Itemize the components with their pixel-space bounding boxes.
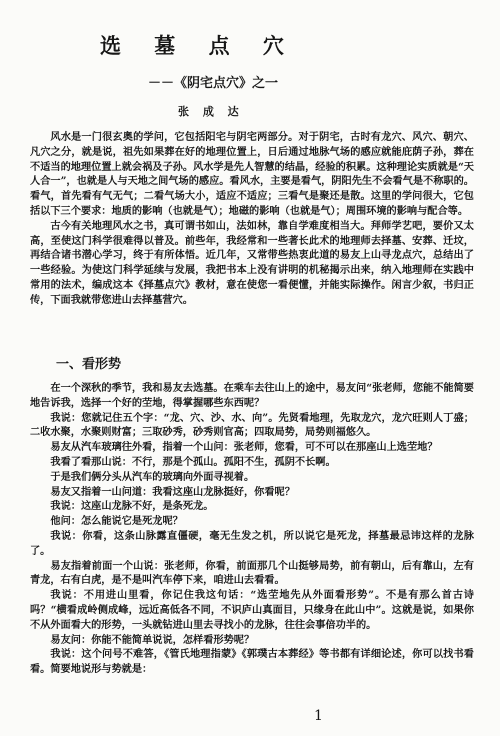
- section-paragraph: 我说：您就记住五个字：“龙、穴、沙、水、向”。先贤看地理，先取龙穴，龙穴旺则人丁盛；二收水聚，水聚则财富；三取砂秀，砂秀则官高；四取局势，局势则福悠久。: [30, 411, 474, 439]
- section-paragraph: 易友指着前面一个山说：张老师，你看，前面那几个山挺够局势，前有朝山，后有靠山，左有青龙，右有白虎，是不是叫汽车停下来，咱进山去看看。: [30, 559, 474, 587]
- page-number: 1: [314, 708, 323, 724]
- section-paragraph: 我说：这个问号不难答，《管氏地理指蒙》《郭璞古本葬经》等书都有详细论述，你可以找书看看。简要地说形与势就是：: [30, 648, 474, 676]
- document-subtitle: －－《阴宅点穴》之一: [148, 76, 279, 91]
- section-paragraph: 在一个深秋的季节，我和易友去选墓。在乘车去往山上的途中，易友问“张老师，您能不能简要地告诉我，选择一个好的茔地，得掌握哪些东西呢？: [30, 382, 474, 409]
- section-paragraph: 易友又指着一山问道：我看这座山龙脉挺好，你看呢？: [50, 485, 295, 498]
- section-paragraph: 我说：这座山龙脉不好，是条死龙。: [50, 500, 214, 513]
- section-paragraph: 我看了看那山说：不行，那是个孤山。孤阳不生，孤阴不长啊。: [50, 455, 336, 468]
- section-paragraph: 我说：不用进山里看，你记住我这句话：“选茔地先从外面看形势”。不是有那么首古诗吗？“横看成岭侧成峰，远近高低各不同，不识庐山真面目，只缘身在此山中”。这就是说，如果你不从外面看大的形势，一头就钻进山里去寻找小的龙脉，往往会事倍功半的。: [30, 589, 474, 631]
- section-paragraph: 他问：怎么能说它是死龙呢？: [50, 515, 183, 528]
- author-name: 张 成 达: [178, 105, 244, 118]
- section-paragraph: 于是我们俩分头从汽车的玻璃向外面寻视着。: [50, 470, 255, 483]
- document-page: [30, 0, 474, 736]
- intro-paragraph: 古今有关地理风水之书，真可谓书如山，法如林，靠自学难度相当大。拜师学艺吧，要价又太高，至使这门科学很难得以普及。前些年，我经常和一些著长此术的地理师去择墓、安葬、迁坟，再结合诸书潜心学习，终于有所体悟。近几年，又常带些热衷此道的易友上山寻龙点穴，总结出了一些经验。为使这门科学延续与发展，我把书本上没有讲明的机秘揭示出来，纳入地理师在实践中常用的法术，编成这本《择墓点穴》教材，意在使您一看便懂，并能实际操作。闲言少叙，书归正传，下面我就带您进山去择墓营穴。: [30, 219, 474, 306]
- section-heading: 一、看形势: [56, 357, 122, 372]
- intro-section: [30, 130, 474, 308]
- section-paragraph: 易友问：你能不能简单说说，怎样看形势呢？: [50, 633, 255, 646]
- intro-paragraph: 风水是一门很玄奥的学问，它包括阳宅与阴宅两部分。对于阴宅，古时有龙穴、风穴、朝穴、凡穴之分，就是说，祖先如果葬在好的地理位置上，日后通过地脉气场的感应就能庇荫子孙，葬在不适当的地理位置上就会祸及子孙。风水学是先人智慧的结晶，经验的积累。这种理论实质就是“天人合一”，也就是人与天地之间气场的感应。看风水，主要是看气，阴阳先生不会看气是不称职的。看气，首先看有气无气；二看气场大小，适应不适应；三看气是聚还是散。这里的学问很大，它包括以下三个要求：地质的影响（也就是气）；地磁的影响（也就是气）；周围环境的影响与配合等。: [30, 131, 474, 217]
- document-title: 选 墓 点 穴: [100, 34, 297, 58]
- section-paragraph: 我说：你看，这条山脉露直僵硬，毫无生发之机，所以说它是死龙，择墓最忌讳这样的龙脉了。: [30, 529, 474, 557]
- section-paragraph: 易友从汽车玻璃往外看，指着一个山问：张老师，您看，可不可以在那座山上选茔地？: [50, 441, 438, 454]
- section-body: [30, 381, 474, 677]
